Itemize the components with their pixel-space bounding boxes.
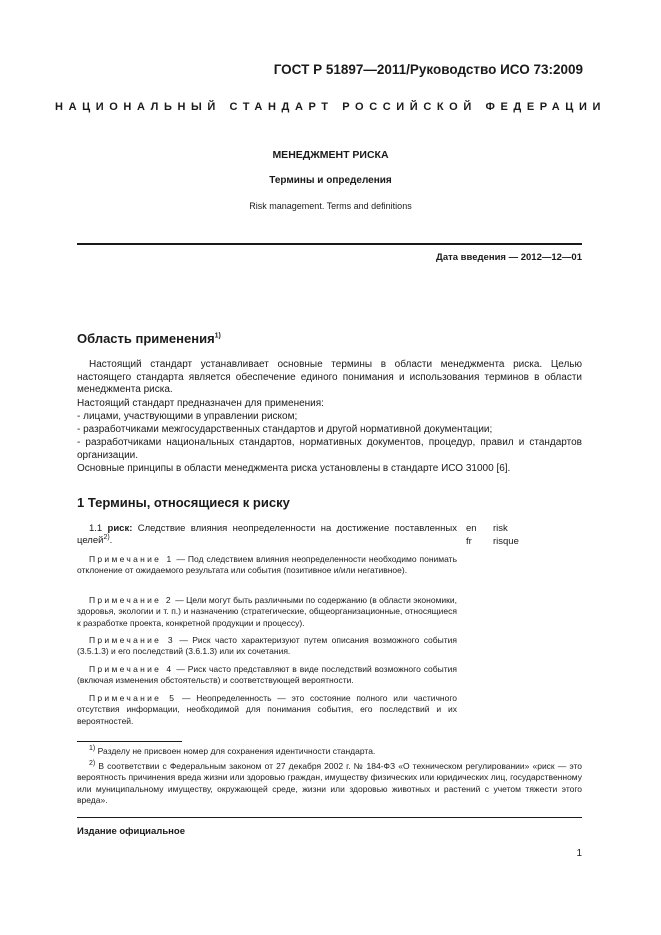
national-standard-banner: НАЦИОНАЛЬНЫЙ СТАНДАРТ РОССИЙСКОЙ ФЕДЕРАЦИИ [55, 101, 606, 113]
term-end: . [109, 535, 113, 547]
lang-code-en: en [466, 523, 477, 534]
scope-bullet-1: - лицами, участвующими в управлении риском; [77, 411, 298, 422]
scope-p1-text: Настоящий стандарт устанавливает основные термины в области менеджмента риска. Целью настоящего стандарта является обеспечение единого понимания и использования терминов в области менеджмента риска. [77, 359, 582, 396]
standard-code: ГОСТ Р 51897—2011/Руководство ИСО 73:2009 [273, 62, 583, 77]
lang-term-en: risk [493, 523, 508, 534]
footnote-2-mark: 2) [89, 760, 96, 768]
note-5-text: — Неопределенность — это состояние полного или частичного отсутствия информации, необходимой для понимания события, его последствий и их вероятностей. [77, 693, 457, 726]
scope-paragraph-2: Настоящий стандарт предназначен для применения: [77, 398, 324, 409]
page-number: 1 [576, 848, 582, 859]
section-1-heading-text: 1 Термины, относящиеся к риску [77, 495, 290, 510]
note-5-label: Примечание 5 [89, 693, 177, 703]
note-2-label: Примечание 2 [89, 595, 173, 605]
note-1-text: — Под следствием влияния неопределенности необходимо понимать отклонение от ожидаемого результата или события (позитивное и/или негативное). [77, 554, 458, 576]
term-1-1 [77, 523, 457, 547]
note-3 [77, 635, 457, 658]
note-5 [77, 693, 457, 727]
scope-paragraph-1 [77, 359, 582, 397]
official-edition-label: Издание официальное [77, 826, 185, 837]
note-3-label: Примечание 3 [89, 635, 175, 645]
footnote-1 [77, 746, 582, 757]
lang-term-fr: risque [493, 536, 519, 547]
note-3-text: — Риск часто характеризуют путем описания возможного события (3.5.1.3) и его последствий (3.6.1.3) или их сочетания. [77, 635, 457, 657]
note-4 [77, 664, 457, 687]
footnote-1-text: Разделу не присвоен номер для сохранения идентичности стандарта. [97, 746, 376, 756]
document-title: МЕНЕДЖМЕНТ РИСКА [272, 149, 389, 161]
scope-heading-text: Область применения [77, 331, 215, 346]
footer-rule [77, 817, 582, 818]
scope-heading [77, 331, 221, 346]
scope-paragraph-3: Основные принципы в области менеджмента риска установлены в стандарте ИСО 31000 [6]. [77, 463, 511, 474]
note-1-label: Примечание 1 [89, 554, 174, 564]
scope-bullet-3: - разработчиками национальных стандартов, нормативных документов, процедур, правил и стандартов организации. [77, 437, 582, 461]
english-title: Risk management. Terms and definitions [249, 201, 412, 211]
footnote-ref-2[interactable]: 2) [103, 534, 110, 542]
note-4-label: Примечание 4 [89, 664, 174, 674]
introduction-date: Дата введения — 2012—12—01 [436, 252, 582, 263]
note-2 [77, 595, 457, 629]
term-name: риск: [107, 523, 133, 534]
title-rule [77, 243, 582, 245]
lang-code-fr: fr [466, 536, 472, 547]
scope-bullet-2: - разработчиками межгосударственных стандартов и другой нормативной документации; [77, 424, 493, 435]
footnote-ref-1[interactable]: 1) [214, 332, 221, 340]
note-4-text: — Риск часто представляют в виде последствий возможного события (включая изменения обстоятельств) и соответствующей вероятности. [77, 664, 457, 686]
footnote-2-text: В соответствии с Федеральным законом от 27 декабря 2002 г. № 184-ФЗ «О техническом регулировании» «риск — это вероятность причинения вреда жизни или здоровью граждан, имуществу физических или юридических лиц, государственному или муниципальному имуществу, окружающей среде, жизни или здоровью животных и растений с учетом тяжести этого вреда». [77, 761, 582, 805]
term-definition: Следствие влияния неопределенности на достижение поставленных целей [77, 523, 458, 547]
term-number: 1.1 [89, 523, 103, 534]
note-2-text: — Цели могут быть различными по содержанию (в области экономики, здоровья, экологии и т. п.) и назначению (стратегические, общеорганизационные, относящиеся к разработке проекта, конкретной продукции и процессу). [77, 595, 457, 628]
footnote-2 [77, 761, 582, 806]
footnote-1-mark: 1) [89, 745, 96, 753]
document-subtitle: Термины и определения [269, 175, 392, 186]
note-1 [77, 554, 457, 577]
section-1-heading [77, 495, 290, 510]
footnote-rule [77, 741, 182, 742]
